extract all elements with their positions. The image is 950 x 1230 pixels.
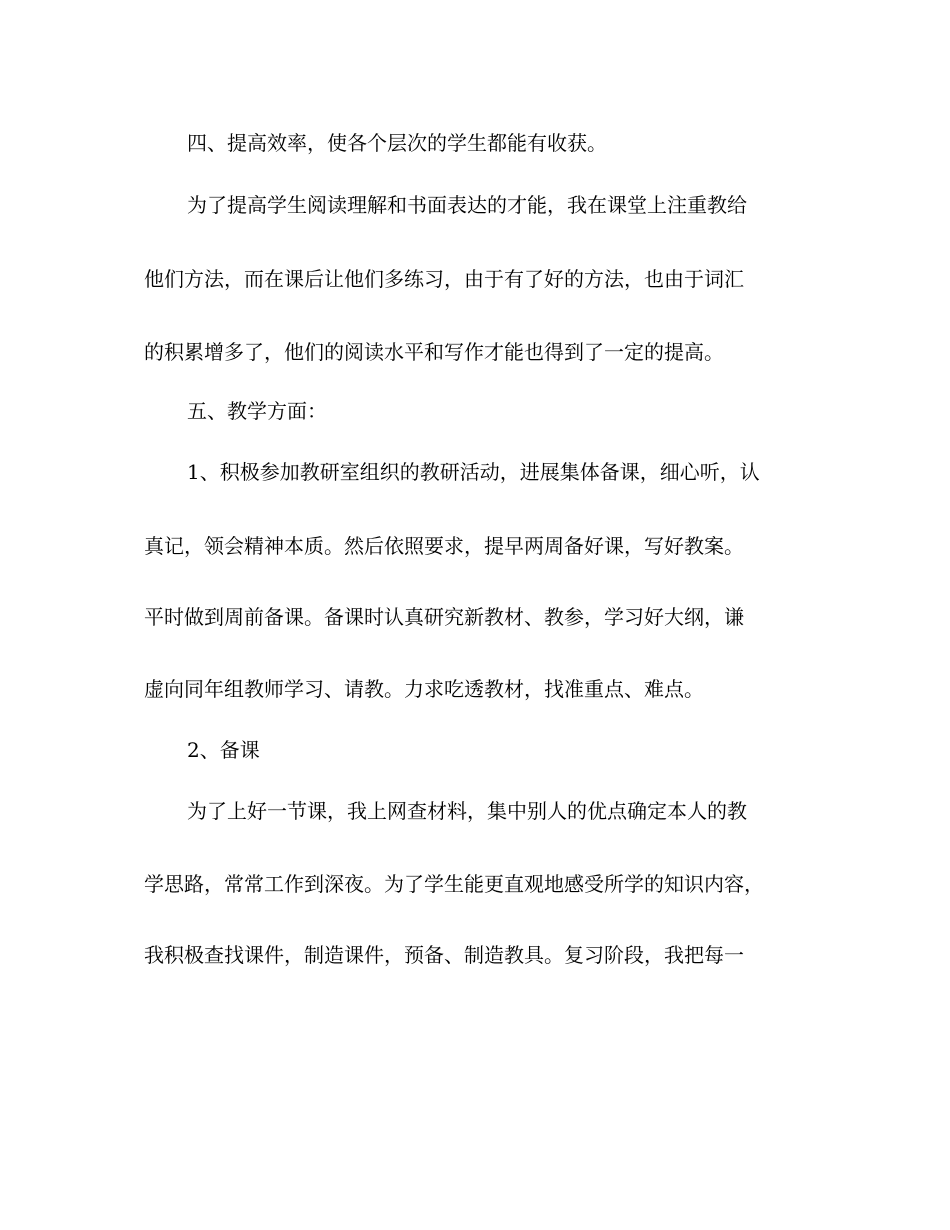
subsection-heading-lesson-prep: 2、备课 xyxy=(187,738,260,762)
paragraph-line: 虚向同年组教师学习、请教。力求吃透教材，找准重点、难点。 xyxy=(144,677,704,701)
section-heading-teaching: 五、教学方面： xyxy=(187,399,327,423)
paragraph-line: 他们方法，而在课后让他们多练习，由于有了好的方法，也由于词汇 xyxy=(144,267,744,291)
paragraph-line: 平时做到周前备课。备课时认真研究新教材、教参，学习好大纲，谦 xyxy=(144,605,744,629)
paragraph-line: 的积累增多了，他们的阅读水平和写作才能也得到了一定的提高。 xyxy=(144,340,724,364)
paragraph-line: 为了上好一节课，我上网查材料，集中别人的优点确定本人的教 xyxy=(187,799,747,823)
paragraph-line: 我积极查找课件，制造课件，预备、制造教具。复习阶段，我把每一 xyxy=(144,943,744,967)
paragraph-line: 为了提高学生阅读理解和书面表达的才能，我在课堂上注重教给 xyxy=(187,193,747,217)
paragraph-line: 真记，领会精神本质。然后依照要求，提早两周备好课，写好教案。 xyxy=(144,534,744,558)
paragraph-line: 学思路，常常工作到深夜。为了学生能更直观地感受所学的知识内容， xyxy=(144,872,764,896)
section-heading-efficiency: 四、提高效率，使各个层次的学生都能有收获。 xyxy=(187,131,607,155)
paragraph-line: 1、积极参加教研室组织的教研活动，进展集体备课，细心听，认 xyxy=(187,460,760,484)
